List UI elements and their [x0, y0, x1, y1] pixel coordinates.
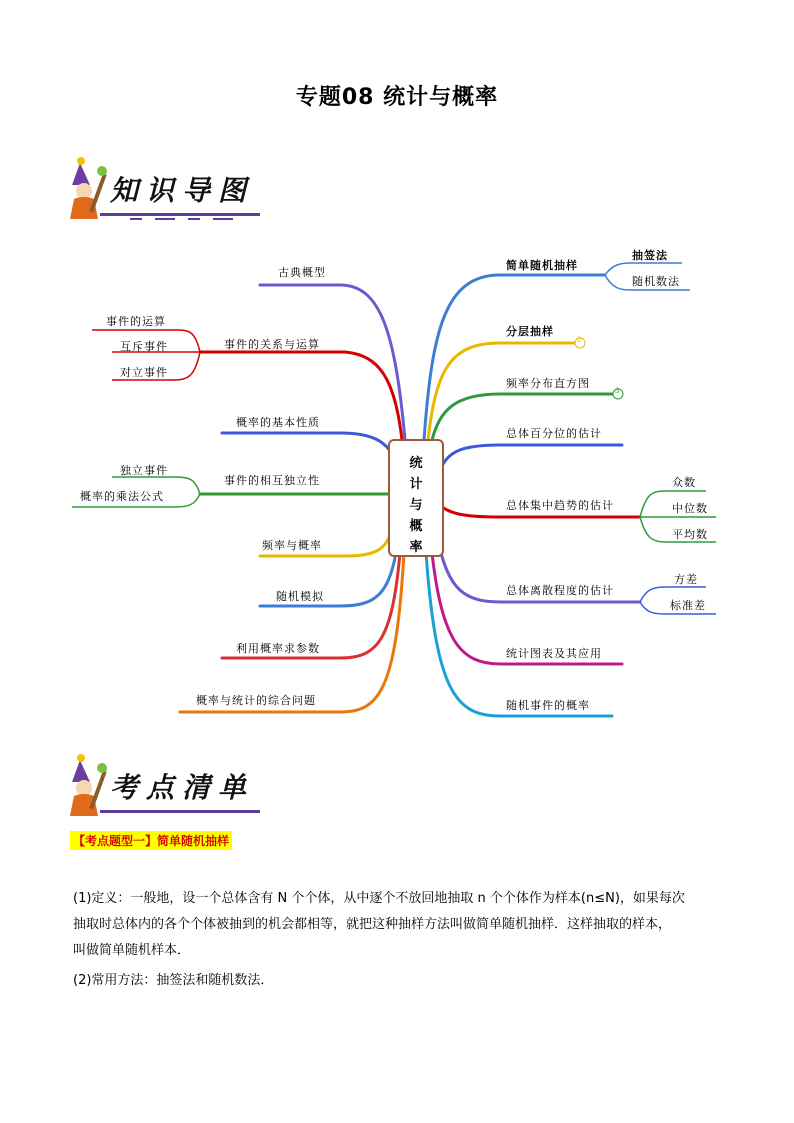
- question-type-tag: [70, 831, 232, 850]
- node-relation-sub: 互斥事件: [120, 340, 168, 353]
- tag-prefix: 【考点题型一】: [73, 834, 158, 848]
- node-classical: 古典概型: [278, 266, 326, 279]
- center-char: 统: [409, 456, 423, 471]
- node-relation-sub: 对立事件: [120, 366, 168, 379]
- center-char: 与: [409, 498, 423, 513]
- node-simulation: 随机模拟: [276, 590, 324, 603]
- tag-label: 简单随机抽样: [157, 834, 230, 848]
- node-srs-sub: 随机数法: [632, 275, 680, 288]
- node-charts: 统计图表及其应用: [506, 647, 602, 660]
- branch-comprehensive: [180, 553, 404, 712]
- node-comprehensive: 概率与统计的综合问题: [196, 694, 316, 707]
- node-central: 总体集中趋势的估计: [506, 499, 614, 512]
- checklist-title: 考点清单: [110, 771, 255, 804]
- node-random-event: 随机事件的概率: [506, 699, 590, 712]
- center-char: 率: [409, 540, 423, 555]
- node-independence-sub: 独立事件: [120, 464, 168, 477]
- node-dispersion: 总体离散程度的估计: [506, 584, 614, 597]
- branch-percentile: [440, 445, 622, 470]
- stratified-badge: 2: [577, 336, 582, 344]
- histogram-badge: 3: [615, 387, 620, 395]
- node-central-sub: 中位数: [672, 502, 708, 515]
- node-frequency: 频率与概率: [262, 539, 322, 552]
- node-percentile: 总体百分位的估计: [506, 427, 602, 440]
- banner-underline: [100, 810, 260, 813]
- node-histogram: 频率分布直方图: [506, 377, 590, 390]
- node-basic: 概率的基本性质: [236, 416, 320, 429]
- node-independence: 事件的相互独立性: [224, 474, 320, 487]
- node-stratified: 分层抽样: [506, 325, 554, 338]
- center-label: [390, 453, 442, 558]
- mindmap-center-node: [388, 439, 444, 557]
- node-relation-sub: 事件的运算: [106, 315, 166, 328]
- center-char: 概: [409, 519, 423, 534]
- node-dispersion-sub: 标准差: [670, 599, 706, 612]
- node-central-sub: 平均数: [672, 528, 708, 541]
- node-relation: 事件的关系与运算: [224, 338, 320, 351]
- node-srs: 简单随机抽样: [506, 259, 578, 272]
- page-title: 专题08 统计与概率: [295, 85, 499, 110]
- knowledge-map-title: 知识导图: [110, 174, 255, 207]
- definition-line: 抽取时总体内的各个个体被抽到的机会都相等，就把这种抽样方法叫做简单随机抽样．这样抽取的样本，: [73, 917, 672, 932]
- node-dispersion-sub: 方差: [674, 573, 698, 586]
- definition-line: 叫做简单随机样本．: [73, 943, 191, 958]
- node-independence-sub: 概率的乘法公式: [80, 490, 164, 503]
- node-param: 利用概率求参数: [236, 642, 320, 655]
- node-central-sub: 众数: [672, 476, 696, 489]
- methods-line: (2)常用方法：抽签法和随机数法．: [73, 973, 274, 988]
- branch-basic: [222, 433, 396, 462]
- center-char: 计: [409, 477, 423, 492]
- definition-line: (1)定义：一般地，设一个总体含有 N 个个体，从中逐个不放回地抽取 n 个个体作为样本(n≤N)，如果每次: [73, 891, 685, 906]
- node-srs-sub: 抽签法: [632, 249, 668, 262]
- checklist-banner: [70, 752, 260, 822]
- branch-srs: [424, 275, 605, 440]
- branch-random-event: [426, 553, 612, 716]
